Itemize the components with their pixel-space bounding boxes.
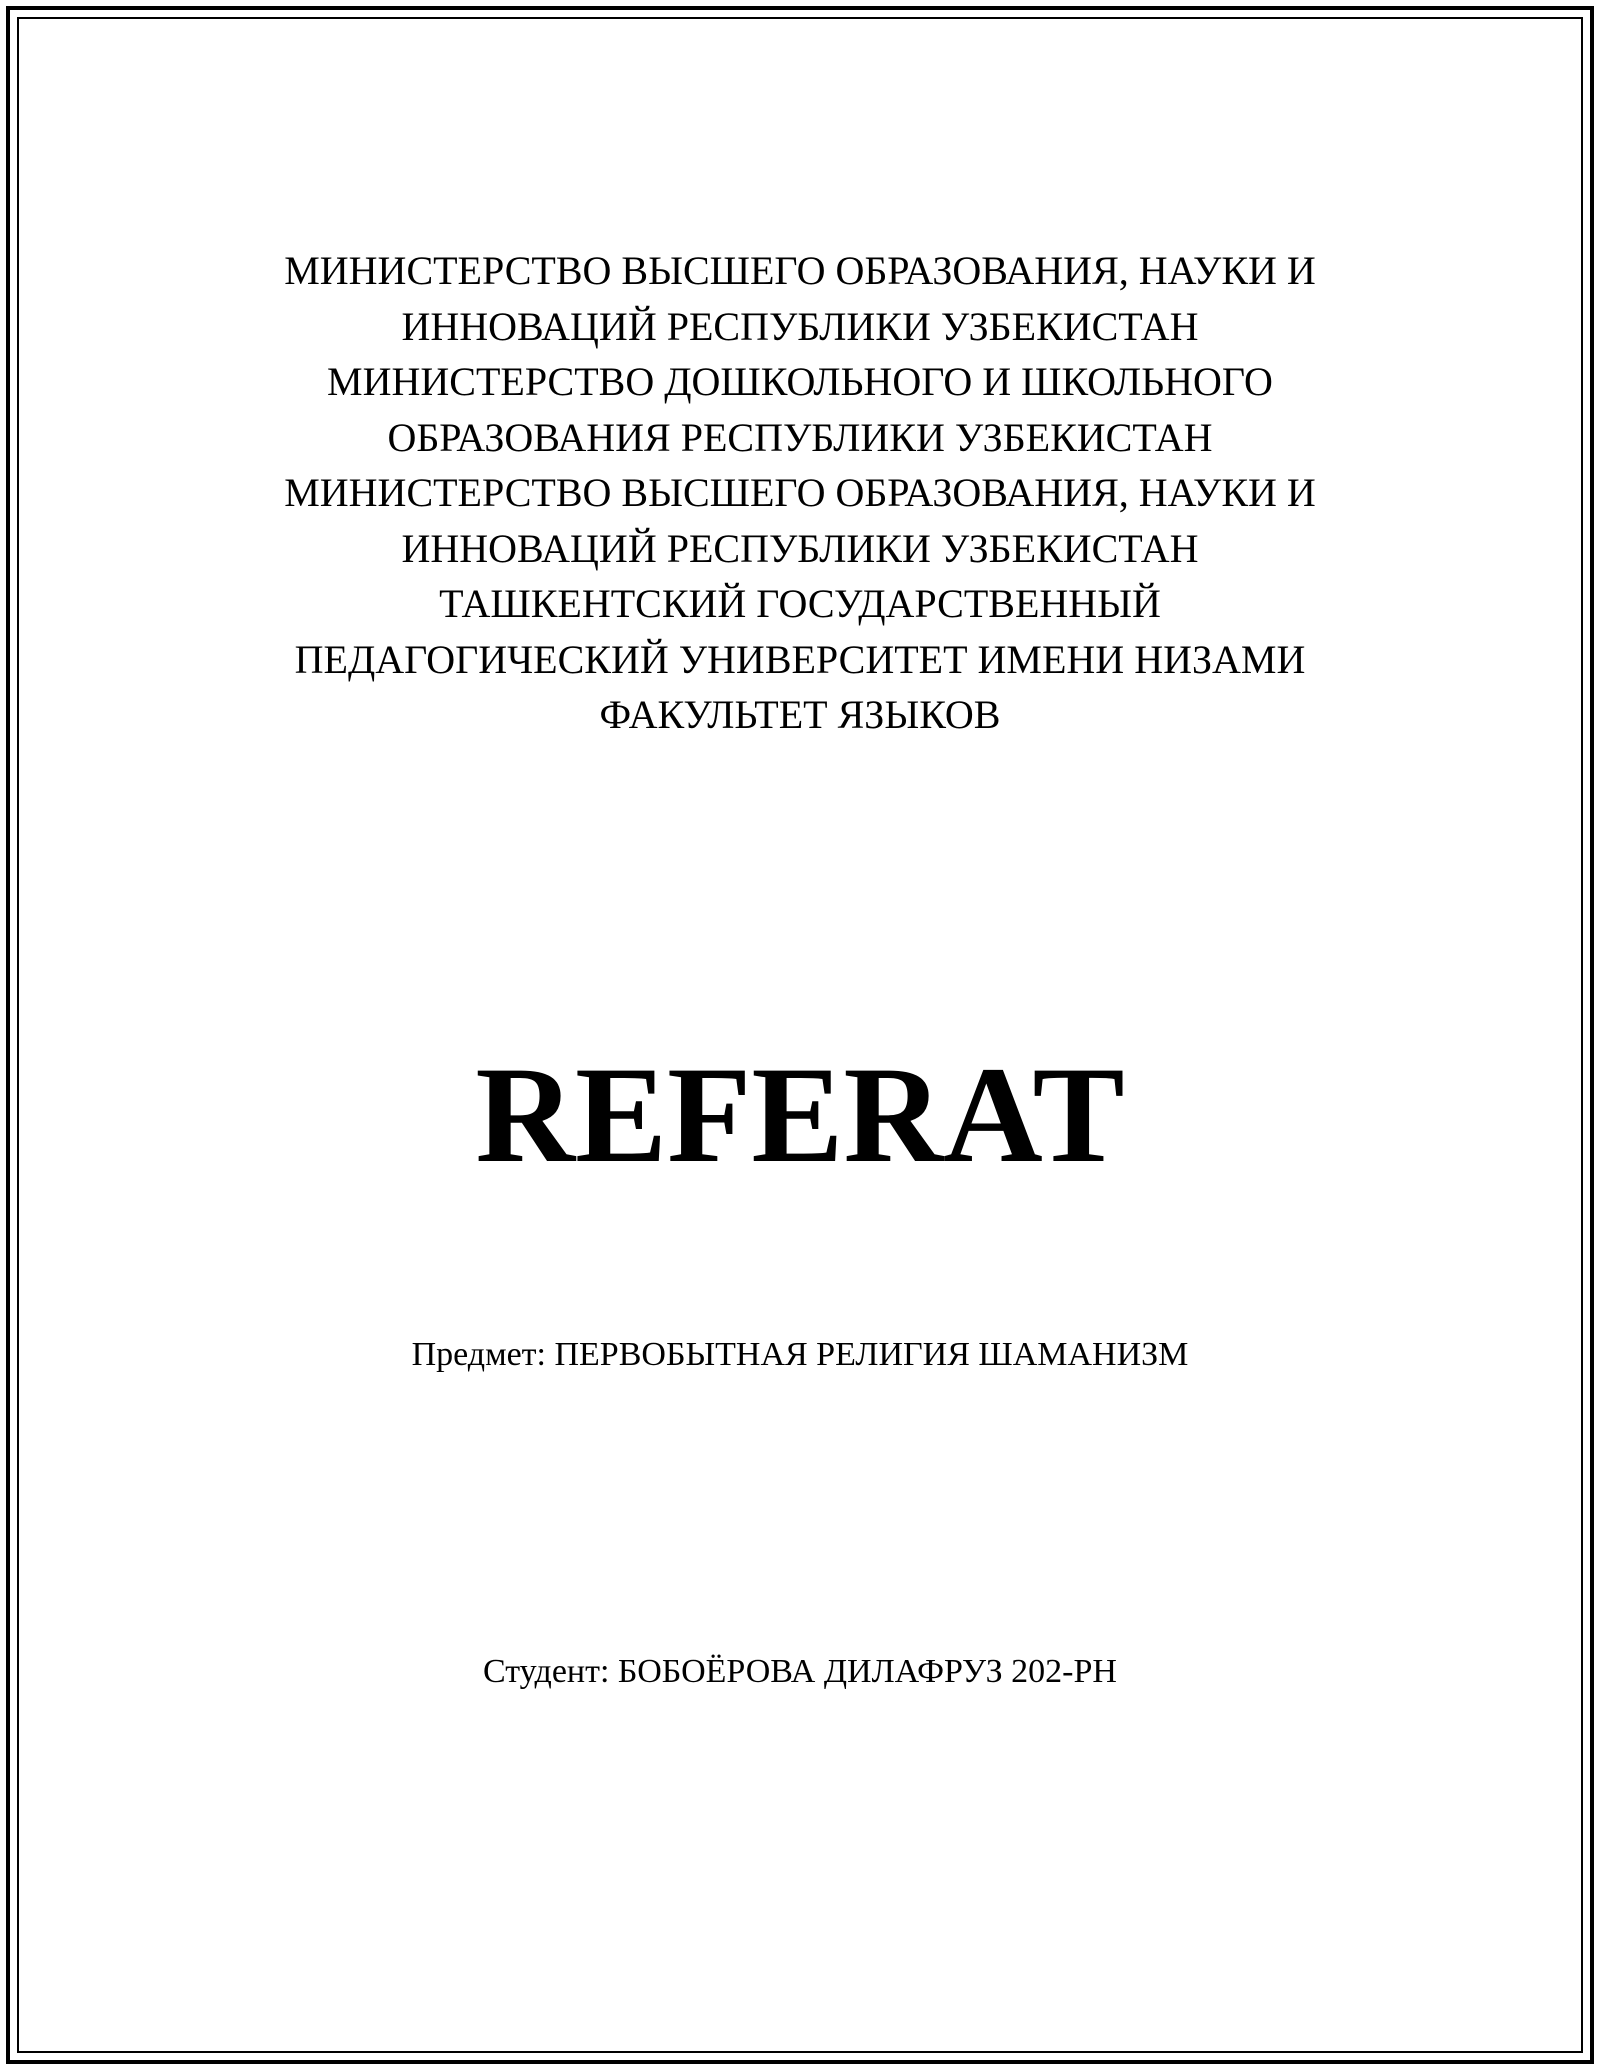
student-line: Студент: БОБОЁРОВА ДИЛАФРУЗ 202-РН — [483, 1653, 1117, 1690]
header-line: МИНИСТЕРСТВО ДОШКОЛЬНОГО И ШКОЛЬНОГО — [327, 359, 1273, 404]
header-line: ИННОВАЦИЙ РЕСПУБЛИКИ УЗБЕКИСТАН — [401, 525, 1199, 571]
subject-line: Предмет: ПЕРВОБЫТНАЯ РЕЛИГИЯ ШАМАНИЗМ — [411, 1336, 1189, 1373]
header-line: ФАКУЛЬТЕТ ЯЗЫКОВ — [599, 692, 1001, 737]
header-line: МИНИСТЕРСТВО ВЫСШЕГО ОБРАЗОВАНИЯ, НАУКИ И — [284, 470, 1316, 515]
document-title: REFERAT — [475, 1038, 1125, 1191]
header-line: МИНИСТЕРСТВО ВЫСШЕГО ОБРАЗОВАНИЯ, НАУКИ И — [284, 248, 1316, 293]
header-line: ПЕДАГОГИЧЕСКИЙ УНИВЕРСИТЕТ ИМЕНИ НИЗАМИ — [294, 636, 1306, 682]
header-line: ОБРАЗОВАНИЯ РЕСПУБЛИКИ УЗБЕКИСТАН — [387, 414, 1213, 460]
header-line: ТАШКЕНТСКИЙ ГОСУДАРСТВЕННЫЙ — [439, 581, 1161, 626]
header-line: ИННОВАЦИЙ РЕСПУБЛИКИ УЗБЕКИСТАН — [401, 303, 1199, 349]
institution-header — [100, 243, 1500, 743]
